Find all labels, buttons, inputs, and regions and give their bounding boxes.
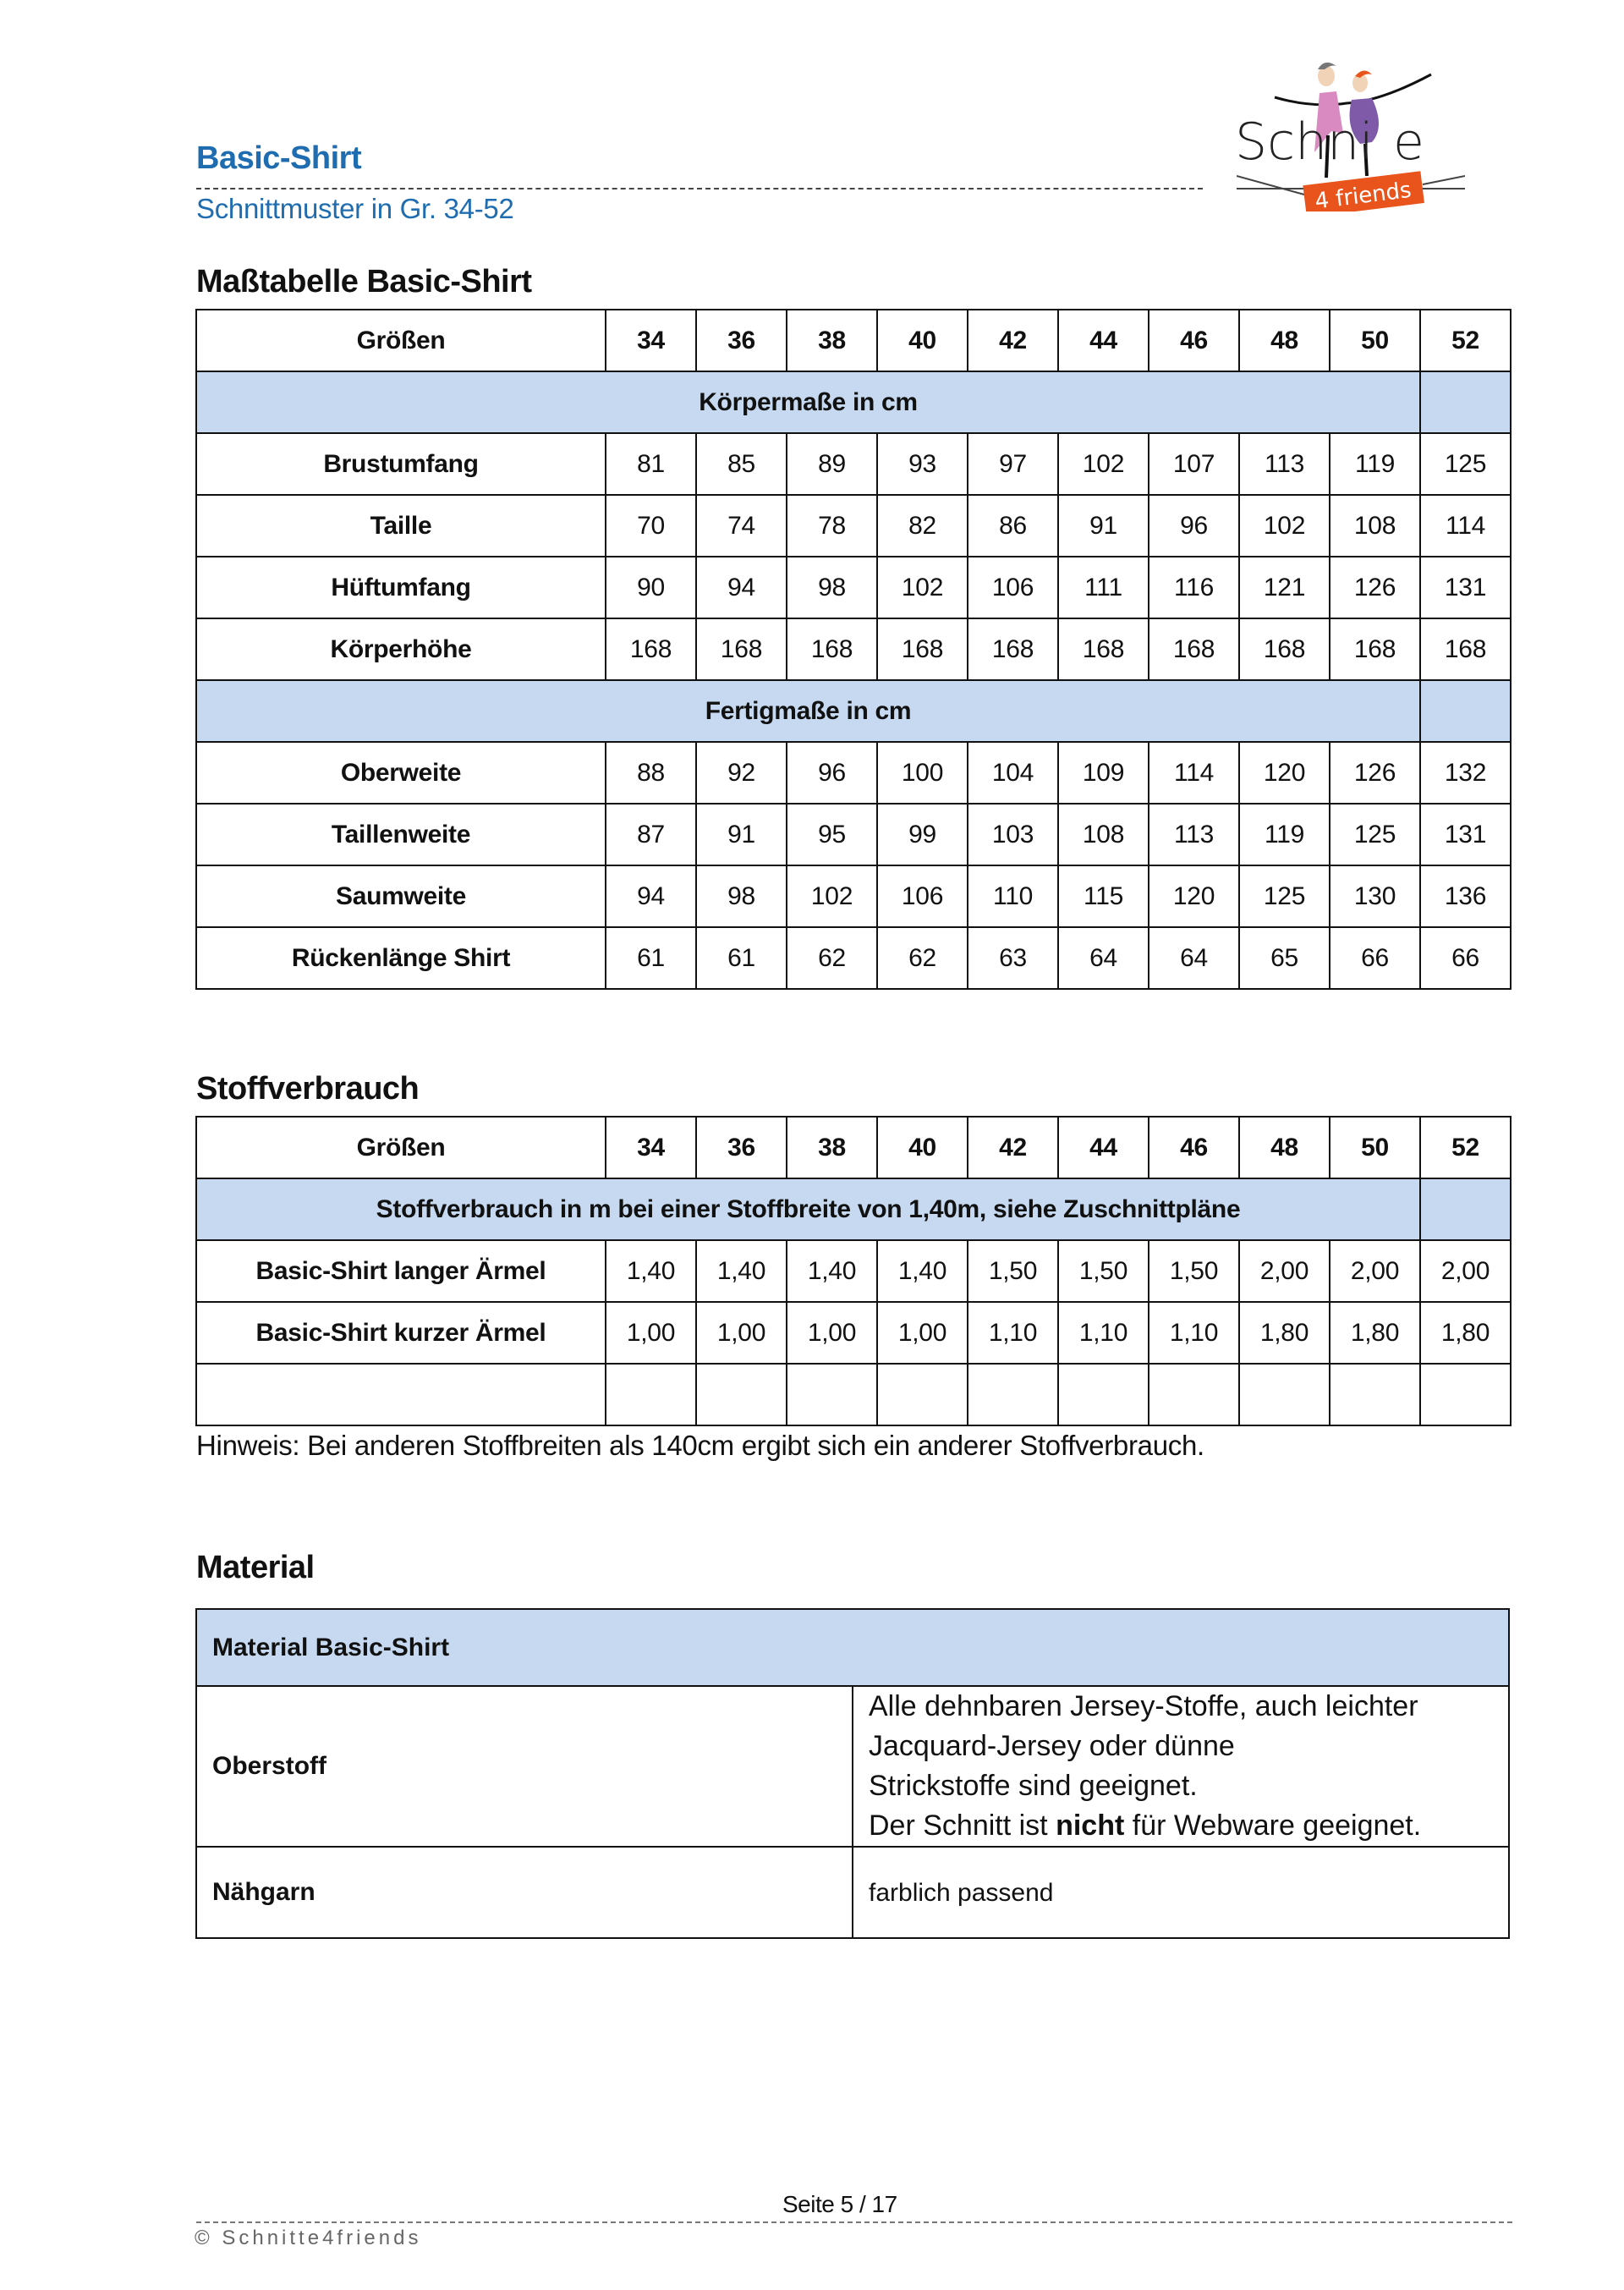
cell: 103: [968, 804, 1058, 865]
row-label: Basic-Shirt kurzer Ärmel: [196, 1302, 606, 1364]
header-label: Größen: [196, 1117, 606, 1178]
cell: 126: [1330, 742, 1420, 804]
svg-text:Schni: Schni: [1237, 113, 1374, 172]
copyright: © Schnitte4friends: [195, 2227, 422, 2249]
cell: 1,40: [606, 1240, 696, 1302]
cell: 106: [877, 865, 968, 927]
cell: 96: [1149, 495, 1239, 557]
cell: [606, 1364, 696, 1425]
measure-table: [195, 309, 1512, 990]
table-row: [196, 804, 1511, 865]
cell: 102: [1058, 433, 1149, 495]
cell: 95: [787, 804, 877, 865]
size-header: 46: [1149, 310, 1239, 371]
table-row: [196, 495, 1511, 557]
cell: 168: [1330, 618, 1420, 680]
cell: 121: [1239, 557, 1330, 618]
document-title: Basic-Shirt: [196, 140, 362, 176]
band-empty-cell: [1420, 371, 1511, 433]
cell: 132: [1420, 742, 1511, 804]
value-line: Alle dehnbaren Jersey-Stoffe, auch leichter Jacquard-Jersey oder dünne: [869, 1690, 1418, 1762]
cell: 114: [1149, 742, 1239, 804]
cell: 93: [877, 433, 968, 495]
band-label: Körpermaße in cm: [196, 371, 1420, 433]
cell: 120: [1149, 865, 1239, 927]
section-band-finished-measurements: [196, 680, 1511, 742]
row-label: [196, 1364, 606, 1425]
cell: 1,10: [1058, 1302, 1149, 1364]
row-label: Oberstoff: [196, 1686, 853, 1847]
cell: 168: [877, 618, 968, 680]
cell: 1,80: [1239, 1302, 1330, 1364]
cell: 66: [1330, 927, 1420, 989]
band-empty-cell: [1420, 680, 1511, 742]
cell: 168: [1239, 618, 1330, 680]
section-band-fabric: [196, 1178, 1511, 1240]
cell: 61: [696, 927, 787, 989]
cell: 64: [1058, 927, 1149, 989]
measure-table-heading: Maßtabelle Basic-Shirt: [196, 264, 532, 299]
schnitte4friends-logo: [1237, 51, 1465, 211]
cell: [1420, 1364, 1511, 1425]
cell: 98: [696, 865, 787, 927]
cell: 108: [1330, 495, 1420, 557]
cell: 131: [1420, 557, 1511, 618]
emphasis-text: nicht: [1056, 1809, 1125, 1842]
size-header: 38: [787, 310, 877, 371]
row-label: Körperhöhe: [196, 618, 606, 680]
cell: 1,40: [787, 1240, 877, 1302]
cell: 1,10: [1149, 1302, 1239, 1364]
size-header: 36: [696, 1117, 787, 1178]
cell: 102: [877, 557, 968, 618]
header-divider: [196, 188, 1203, 189]
cell: 94: [696, 557, 787, 618]
table-row: [196, 865, 1511, 927]
cell: 82: [877, 495, 968, 557]
size-header: 50: [1330, 310, 1420, 371]
cell: 66: [1420, 927, 1511, 989]
row-label: Brustumfang: [196, 433, 606, 495]
cell: 98: [787, 557, 877, 618]
row-value: farblich passend: [853, 1847, 1509, 1938]
page-number: Seite 5 / 17: [782, 2191, 897, 2217]
cell: 81: [606, 433, 696, 495]
cell: 1,40: [696, 1240, 787, 1302]
cell: 63: [968, 927, 1058, 989]
cell: 1,00: [696, 1302, 787, 1364]
cell: 168: [606, 618, 696, 680]
size-header: 42: [968, 1117, 1058, 1178]
cell: [787, 1364, 877, 1425]
table-row: [196, 557, 1511, 618]
cell: 113: [1149, 804, 1239, 865]
cell: 1,80: [1420, 1302, 1511, 1364]
cell: 168: [1149, 618, 1239, 680]
row-label: Rückenlänge Shirt: [196, 927, 606, 989]
cell: 136: [1420, 865, 1511, 927]
cell: 108: [1058, 804, 1149, 865]
cell: 110: [968, 865, 1058, 927]
cell: 62: [877, 927, 968, 989]
cell: 168: [1420, 618, 1511, 680]
text-span: für Webware geeignet.: [1124, 1809, 1422, 1842]
table-row: [196, 1302, 1511, 1364]
cell: 1,00: [877, 1302, 968, 1364]
table-row: [196, 742, 1511, 804]
cell: 99: [877, 804, 968, 865]
cell: 65: [1239, 927, 1330, 989]
fabric-consumption-table: [195, 1116, 1512, 1426]
cell: [1330, 1364, 1420, 1425]
cell: [968, 1364, 1058, 1425]
cell: 70: [606, 495, 696, 557]
size-header: 52: [1420, 1117, 1511, 1178]
cell: 2,00: [1239, 1240, 1330, 1302]
section-band-body-measurements: [196, 371, 1511, 433]
cell: 1,50: [1149, 1240, 1239, 1302]
svg-text:e: e: [1393, 113, 1424, 172]
value-line: [869, 1806, 1508, 1846]
size-header: 46: [1149, 1117, 1239, 1178]
material-row-oberstoff: [196, 1686, 1509, 1847]
cell: 111: [1058, 557, 1149, 618]
cell: 102: [1239, 495, 1330, 557]
table-row: [196, 618, 1511, 680]
cell: 100: [877, 742, 968, 804]
cell: 1,50: [968, 1240, 1058, 1302]
cell: 102: [787, 865, 877, 927]
material-heading: Material: [196, 1550, 315, 1585]
cell: 106: [968, 557, 1058, 618]
row-label: Taille: [196, 495, 606, 557]
cell: 113: [1239, 433, 1330, 495]
size-header: 36: [696, 310, 787, 371]
table-row: [196, 1240, 1511, 1302]
cell: 120: [1239, 742, 1330, 804]
size-header: 40: [877, 1117, 968, 1178]
cell: 114: [1420, 495, 1511, 557]
cell: 115: [1058, 865, 1149, 927]
size-header: 34: [606, 310, 696, 371]
size-header: 40: [877, 310, 968, 371]
cell: [1239, 1364, 1330, 1425]
fabric-table-heading: Stoffverbrauch: [196, 1071, 420, 1107]
cell: 1,00: [787, 1302, 877, 1364]
cell: 1,00: [606, 1302, 696, 1364]
size-header: 50: [1330, 1117, 1420, 1178]
size-header: 52: [1420, 310, 1511, 371]
cell: 168: [696, 618, 787, 680]
size-header: 48: [1239, 1117, 1330, 1178]
cell: 88: [606, 742, 696, 804]
cell: 64: [1149, 927, 1239, 989]
cell: 126: [1330, 557, 1420, 618]
material-row-naehgarn: [196, 1847, 1509, 1938]
cell: 85: [696, 433, 787, 495]
material-table-title: Material Basic-Shirt: [196, 1609, 1509, 1686]
cell: 87: [606, 804, 696, 865]
band-label: Stoffverbrauch in m bei einer Stoffbreite von 1,40m, siehe Zuschnittpläne: [196, 1178, 1420, 1240]
cell: [1149, 1364, 1239, 1425]
cell: 168: [1058, 618, 1149, 680]
cell: 94: [606, 865, 696, 927]
cell: [696, 1364, 787, 1425]
table-row: [196, 433, 1511, 495]
table-header-row: [196, 1117, 1511, 1178]
row-label: Taillenweite: [196, 804, 606, 865]
size-header: 44: [1058, 1117, 1149, 1178]
cell: 131: [1420, 804, 1511, 865]
cell: 62: [787, 927, 877, 989]
cell: 97: [968, 433, 1058, 495]
cell: 92: [696, 742, 787, 804]
header-label: Größen: [196, 310, 606, 371]
cell: 130: [1330, 865, 1420, 927]
material-table: [195, 1608, 1510, 1939]
logo-icon: [1237, 51, 1465, 211]
table-row: [196, 927, 1511, 989]
row-label: Hüftumfang: [196, 557, 606, 618]
cell: 168: [787, 618, 877, 680]
material-table-header: [196, 1609, 1509, 1686]
cell: 96: [787, 742, 877, 804]
band-empty-cell: [1420, 1178, 1511, 1240]
cell: 1,50: [1058, 1240, 1149, 1302]
cell: 119: [1239, 804, 1330, 865]
document-subtitle: Schnittmuster in Gr. 34-52: [196, 193, 514, 224]
cell: 125: [1330, 804, 1420, 865]
value-line: Strickstoffe sind geeignet.: [869, 1770, 1198, 1802]
svg-text:4 friends: 4 friends: [1314, 177, 1413, 211]
footer-divider: [196, 2221, 1512, 2223]
row-label: Nähgarn: [196, 1847, 853, 1938]
band-label: Fertigmaße in cm: [196, 680, 1420, 742]
cell: 168: [968, 618, 1058, 680]
cell: 2,00: [1420, 1240, 1511, 1302]
size-header: 48: [1239, 310, 1330, 371]
row-label: Basic-Shirt langer Ärmel: [196, 1240, 606, 1302]
cell: 1,10: [968, 1302, 1058, 1364]
cell: [1058, 1364, 1149, 1425]
cell: 125: [1420, 433, 1511, 495]
size-header: 44: [1058, 310, 1149, 371]
row-label: Saumweite: [196, 865, 606, 927]
text-span: Der Schnitt ist: [869, 1809, 1056, 1842]
cell: 74: [696, 495, 787, 557]
table-row-empty: [196, 1364, 1511, 1425]
cell: 91: [696, 804, 787, 865]
size-header: 42: [968, 310, 1058, 371]
cell: 91: [1058, 495, 1149, 557]
fabric-hint-note: Hinweis: Bei anderen Stoffbreiten als 140cm ergibt sich ein anderer Stoffverbrauch.: [196, 1430, 1204, 1461]
cell: 2,00: [1330, 1240, 1420, 1302]
table-header-row: [196, 310, 1511, 371]
cell: [877, 1364, 968, 1425]
cell: 109: [1058, 742, 1149, 804]
cell: 90: [606, 557, 696, 618]
cell: 86: [968, 495, 1058, 557]
cell: 1,80: [1330, 1302, 1420, 1364]
cell: 116: [1149, 557, 1239, 618]
row-label: Oberweite: [196, 742, 606, 804]
cell: 119: [1330, 433, 1420, 495]
cell: 125: [1239, 865, 1330, 927]
size-header: 38: [787, 1117, 877, 1178]
row-value: [853, 1686, 1509, 1847]
cell: 61: [606, 927, 696, 989]
cell: 104: [968, 742, 1058, 804]
cell: 1,40: [877, 1240, 968, 1302]
cell: 107: [1149, 433, 1239, 495]
size-header: 34: [606, 1117, 696, 1178]
cell: 78: [787, 495, 877, 557]
cell: 89: [787, 433, 877, 495]
